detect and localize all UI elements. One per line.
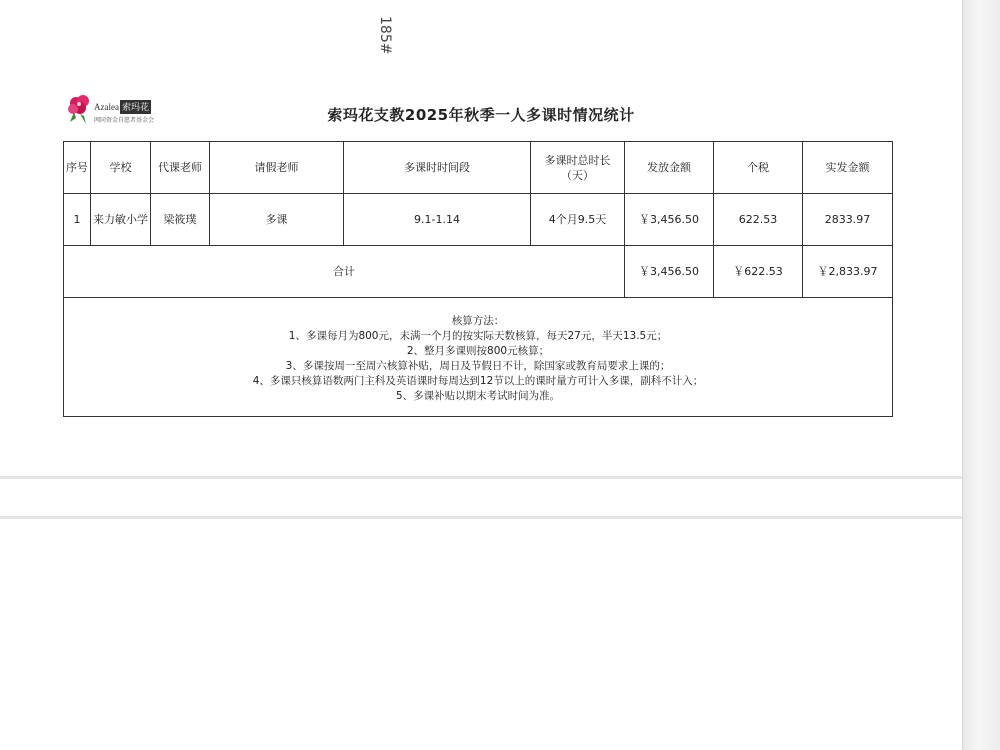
scan-artifact-line bbox=[0, 516, 962, 519]
logo-subtitle: 网同资金自愿者基金会 bbox=[94, 117, 155, 124]
header-school: 学校 bbox=[91, 142, 151, 194]
header-net-amount: 实发金额 bbox=[803, 142, 893, 194]
cell-leave-teacher: 多课 bbox=[210, 194, 344, 246]
header-tax: 个税 bbox=[714, 142, 803, 194]
scan-edge-strip bbox=[962, 0, 1000, 750]
statistics-table bbox=[63, 141, 893, 417]
header-leave-teacher: 请假老师 bbox=[210, 142, 344, 194]
header-index: 序号 bbox=[64, 142, 91, 194]
notes-item: 2、整月多课则按800元核算； bbox=[406, 345, 550, 357]
cell-tax: 622.53 bbox=[714, 194, 803, 246]
total-label: 合计 bbox=[64, 246, 625, 298]
notes-item: 5、多课补贴以期末考试时间为准。 bbox=[395, 390, 561, 402]
notes-item: 4、多课只核算语数两门主科及英语课时每周达到12节以上的课时量方可计入多课，副科不计入； bbox=[252, 375, 704, 387]
cell-index: 1 bbox=[64, 194, 91, 246]
total-tax: ￥622.53 bbox=[714, 246, 803, 298]
header-gross-amount: 发放金额 bbox=[625, 142, 714, 194]
calculation-notes bbox=[64, 298, 893, 417]
handwritten-mark: 185# bbox=[377, 16, 393, 55]
total-net-amount: ￥2,833.97 bbox=[803, 246, 893, 298]
logo-wordmark: Azalea 索玛花 bbox=[94, 102, 149, 112]
notes-item: 1、多课每月为800元，未满一个月的按实际天数核算，每天27元，半天13.5元； bbox=[288, 330, 668, 342]
header-total-duration: 多课时总时长 （天） bbox=[531, 142, 625, 194]
page-title: 索玛花支教2025年秋季一人多课时情况统计 bbox=[327, 106, 635, 124]
cell-total-duration: 4个月9.5天 bbox=[531, 194, 625, 246]
notes-row bbox=[64, 298, 893, 417]
header-period: 多课时时间段 bbox=[344, 142, 531, 194]
notes-heading: 核算方法： bbox=[451, 315, 505, 327]
cell-school: 来力敏小学 bbox=[91, 194, 151, 246]
notes-item: 3、多课按周一至周六核算补贴，周日及节假日不计，除国家或教育局要求上课的； bbox=[285, 360, 671, 372]
total-gross-amount: ￥3,456.50 bbox=[625, 246, 714, 298]
header-substitute-teacher: 代课老师 bbox=[151, 142, 210, 194]
header-row bbox=[64, 142, 893, 194]
cell-period: 9.1-1.14 bbox=[344, 194, 531, 246]
cell-net-amount: 2833.97 bbox=[803, 194, 893, 246]
total-row bbox=[64, 246, 893, 298]
scan-artifact-line bbox=[0, 476, 962, 479]
cell-gross-amount: ￥3,456.50 bbox=[625, 194, 714, 246]
cell-substitute-teacher: 梁筱璞 bbox=[151, 194, 210, 246]
table-row bbox=[64, 194, 893, 246]
